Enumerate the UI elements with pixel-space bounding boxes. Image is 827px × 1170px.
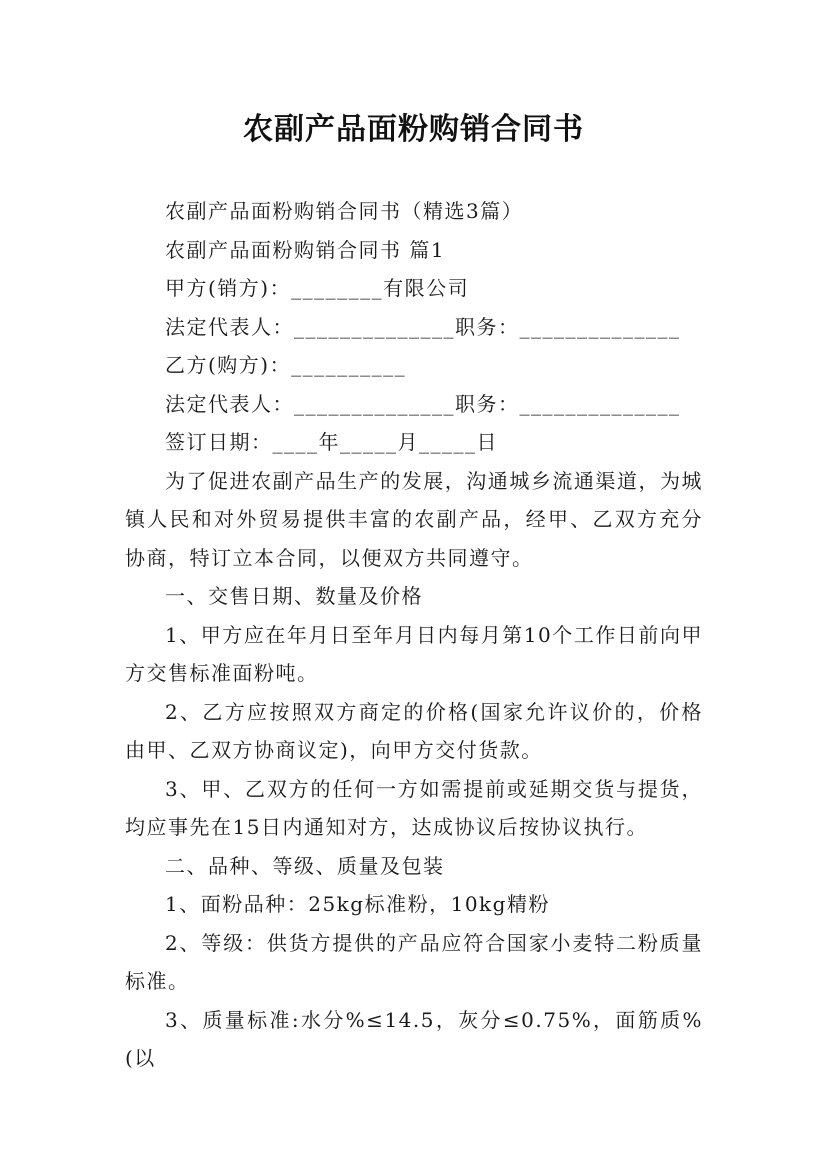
paragraph-clause-1-item-3: 3、甲、乙双方的任何一方如需提前或延期交货与提货，均应事先在15日内通知对方，达成协议后按协议执行。: [125, 776, 703, 839]
paragraph-party-b-representative: 法定代表人：______________职务：______________: [165, 391, 681, 416]
paragraph-party-b: 乙方(购方)：__________: [165, 353, 407, 377]
paragraph-clause-1-item-2: 2、乙方应按照双方商定的价格(国家允许议价的，价格由甲、乙双方协商议定)，向甲方交付货款。: [125, 699, 703, 762]
paragraph-clause-2-item-2: 2、等级：供货方提供的产品应符合国家小麦特二粉质量标准。: [125, 930, 703, 993]
document-title: 农副产品面粉购销合同书: [243, 112, 584, 147]
paragraph-party-a-representative: 法定代表人：______________职务：______________: [165, 314, 681, 339]
paragraph-clause-1-item-1: 1、甲方应在年月日至年月日内每月第10个工作日前向甲方交售标准面粉吨。: [125, 622, 703, 685]
paragraph-clause-2-item-3: 3、质量标准:水分%≤14.5，灰分≤0.75%，面筋质%(以: [125, 1007, 703, 1070]
paragraph-preamble: 为了促进农副产品生产的发展，沟通城乡流通渠道，为城镇人民和对外贸易提供丰富的农副产品，经甲、乙双方充分协商，特订立本合同，以便双方共同遵守。: [125, 468, 703, 570]
document-body: [125, 192, 703, 1078]
paragraph-clause-1-heading: 一、交售日期、数量及价格: [165, 584, 423, 608]
paragraph-section-heading: 农副产品面粉购销合同书 篇1: [165, 237, 446, 262]
paragraph-clause-2-heading: 二、品种、等级、质量及包装: [165, 853, 445, 878]
paragraph-clause-2-item-1: 1、面粉品种：25kg标准粉，10kg精粉: [165, 892, 550, 916]
paragraph-sign-date: 签订日期：____年_____月_____日: [165, 430, 498, 454]
paragraph-subtitle: 农副产品面粉购销合同书（精选3篇）: [165, 199, 524, 223]
paragraph-party-a: 甲方(销方)：________有限公司: [165, 276, 470, 300]
